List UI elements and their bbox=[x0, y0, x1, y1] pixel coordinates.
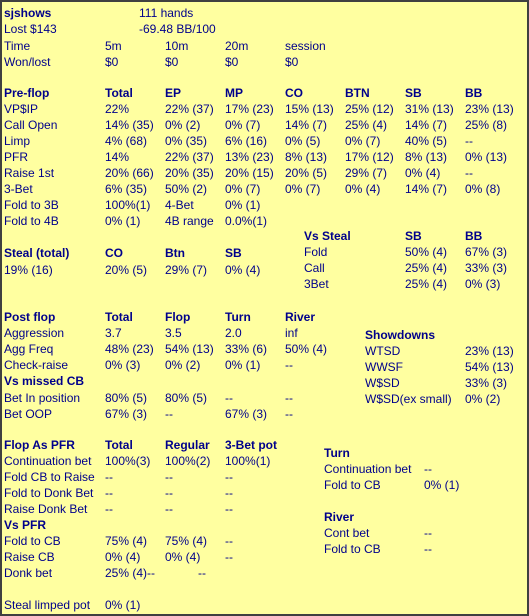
time-col-session: session bbox=[285, 39, 326, 53]
flop-pfr-cell: -- bbox=[105, 502, 113, 516]
preflop-cell: 13% (23) bbox=[225, 150, 274, 164]
preflop-cell: 20% (15) bbox=[225, 166, 274, 180]
preflop-cell: 20% (35) bbox=[165, 166, 214, 180]
bb-per-100: -69.48 BB/100 bbox=[139, 22, 216, 36]
flop-pfr-cell: -- bbox=[225, 470, 233, 484]
four-bet-range-value: 0.0%(1) bbox=[225, 214, 268, 228]
preflop-cell: 0% (7) bbox=[285, 182, 321, 196]
vs-steal-row-label: Call bbox=[304, 261, 325, 275]
preflop-cell: 0% (4) bbox=[405, 166, 441, 180]
preflop-cell: -- bbox=[465, 134, 473, 148]
preflop-cell: 0% (7) bbox=[225, 182, 261, 196]
hands-count: 111 hands bbox=[139, 6, 194, 20]
showdown-value: 23% (13) bbox=[465, 344, 514, 358]
flop-pfr-cell: -- bbox=[105, 486, 113, 500]
steal-col-co: CO bbox=[105, 246, 123, 260]
vs-missed-cell: -- bbox=[285, 407, 293, 421]
time-label: Time bbox=[4, 39, 31, 53]
preflop-col-co: CO bbox=[285, 86, 303, 100]
lost-amount: Lost $143 bbox=[4, 22, 57, 36]
preflop-cell: 0% (2) bbox=[165, 118, 201, 132]
vs-pfr-cell: -- bbox=[198, 566, 206, 580]
vs-pfr-cell: -- bbox=[225, 550, 233, 564]
preflop-cell: 8% (13) bbox=[405, 150, 448, 164]
turn-row-value: -- bbox=[424, 462, 432, 476]
river-row-value: -- bbox=[424, 542, 432, 556]
flop-pfr-col-total: Total bbox=[105, 438, 133, 452]
turn-row-label: Continuation bet bbox=[324, 462, 412, 476]
postflop-col-total: Total bbox=[105, 310, 133, 324]
four-bet-range-label: 4B range bbox=[165, 214, 214, 228]
preflop-cell: 22% bbox=[105, 102, 130, 116]
preflop-cell: 40% (5) bbox=[405, 134, 448, 148]
preflop-cell: 22% (37) bbox=[165, 102, 214, 116]
river-row-label: Fold to CB bbox=[324, 542, 381, 556]
flop-pfr-title: Flop As PFR bbox=[4, 438, 75, 452]
postflop-cell: 48% (23) bbox=[105, 342, 154, 356]
preflop-cell: 6% (35) bbox=[105, 182, 148, 196]
preflop-cell: 25% (8) bbox=[465, 118, 508, 132]
time-col-10m: 10m bbox=[165, 39, 189, 53]
turn-title: Turn bbox=[324, 446, 350, 460]
preflop-cell: 0% (7) bbox=[345, 134, 381, 148]
preflop-col-ep: EP bbox=[165, 86, 182, 100]
vs-missed-cell: 80% (5) bbox=[105, 391, 148, 405]
preflop-cell: -- bbox=[465, 166, 473, 180]
preflop-cell: 0% (5) bbox=[285, 134, 321, 148]
preflop-cell: 14% (7) bbox=[285, 118, 328, 132]
preflop-cell: 20% (5) bbox=[285, 166, 328, 180]
preflop-cell: 23% (13) bbox=[465, 102, 514, 116]
preflop-cell: 15% (13) bbox=[285, 102, 334, 116]
flop-pfr-cell: 100%(1) bbox=[225, 454, 271, 468]
player-name: sjshows bbox=[4, 6, 52, 20]
preflop-cell: 4% (68) bbox=[105, 134, 148, 148]
vs-missed-cell: 67% (3) bbox=[105, 407, 148, 421]
postflop-cell: -- bbox=[285, 358, 293, 372]
vs-pfr-cell: 0% (4) bbox=[105, 550, 141, 564]
showdown-label: WTSD bbox=[365, 344, 401, 358]
turn-row-label: Fold to CB bbox=[324, 478, 381, 492]
showdown-value: 0% (2) bbox=[465, 392, 501, 406]
showdown-label: W$SD bbox=[365, 376, 400, 390]
postflop-cell: 54% (13) bbox=[165, 342, 214, 356]
fold-to-4b-label: Fold to 4B bbox=[4, 214, 59, 228]
fold-to-4b-value: 0% (1) bbox=[105, 214, 141, 228]
preflop-cell: 6% (16) bbox=[225, 134, 268, 148]
showdown-label: W$SD(ex small) bbox=[365, 392, 452, 406]
vs-steal-cell: 25% (4) bbox=[405, 261, 448, 275]
postflop-title: Post flop bbox=[4, 310, 56, 324]
preflop-cell: 0% (35) bbox=[165, 134, 208, 148]
postflop-col-flop: Flop bbox=[165, 310, 191, 324]
steal-title: Steal (total) bbox=[4, 246, 70, 260]
flop-pfr-row-label: Fold CB to Raise bbox=[4, 470, 95, 484]
postflop-cell: 33% (6) bbox=[225, 342, 268, 356]
preflop-cell: 0% (13) bbox=[465, 150, 508, 164]
preflop-col-btn: BTN bbox=[345, 86, 370, 100]
preflop-row-label: VP$IP bbox=[4, 102, 39, 116]
preflop-col-total: Total bbox=[105, 86, 133, 100]
vs-missed-cell: 67% (3) bbox=[225, 407, 268, 421]
postflop-col-turn: Turn bbox=[225, 310, 251, 324]
preflop-row-label: PFR bbox=[4, 150, 28, 164]
flop-pfr-cell: -- bbox=[165, 486, 173, 500]
postflop-row-label: Agg Freq bbox=[4, 342, 54, 356]
preflop-title: Pre-flop bbox=[4, 86, 50, 100]
flop-pfr-cell: -- bbox=[165, 502, 173, 516]
vs-pfr-cell: 25% (4)-- bbox=[105, 566, 156, 580]
postflop-cell: 50% (4) bbox=[285, 342, 328, 356]
vs-missed-cb-title: Vs missed CB bbox=[4, 374, 85, 388]
preflop-row-label: 3-Bet bbox=[4, 182, 33, 196]
postflop-cell: 0% (2) bbox=[165, 358, 201, 372]
wonlost-session: $0 bbox=[285, 55, 299, 69]
time-col-5m: 5m bbox=[105, 39, 122, 53]
fold-to-3b-value: 100%(1) bbox=[105, 198, 151, 212]
flop-pfr-cell: -- bbox=[225, 502, 233, 516]
steal-total: 19% (16) bbox=[4, 263, 53, 277]
steal-col-btn: Btn bbox=[165, 246, 185, 260]
preflop-row-label: Call Open bbox=[4, 118, 58, 132]
preflop-cell: 25% (4) bbox=[345, 118, 388, 132]
preflop-row-label: Limp bbox=[4, 134, 31, 148]
preflop-cell: 17% (23) bbox=[225, 102, 274, 116]
wonlost-label: Won/lost bbox=[4, 55, 51, 69]
postflop-row-label: Check-raise bbox=[4, 358, 69, 372]
vs-pfr-cell: 75% (4) bbox=[165, 534, 208, 548]
postflop-cell: 0% (1) bbox=[225, 358, 261, 372]
vs-steal-cell: 25% (4) bbox=[405, 277, 448, 291]
postflop-cell: 0% (3) bbox=[105, 358, 141, 372]
flop-pfr-cell: -- bbox=[105, 470, 113, 484]
postflop-row-label: Aggression bbox=[4, 326, 65, 340]
postflop-cell: 2.0 bbox=[225, 326, 242, 340]
preflop-cell: 22% (37) bbox=[165, 150, 214, 164]
vs-steal-cell: 0% (3) bbox=[465, 277, 501, 291]
vs-steal-cell: 50% (4) bbox=[405, 245, 448, 259]
steal-limped-label: Steal limped pot bbox=[4, 598, 91, 612]
preflop-cell: 14% bbox=[105, 150, 130, 164]
preflop-cell: 8% (13) bbox=[285, 150, 328, 164]
steal-sb: 0% (4) bbox=[225, 263, 261, 277]
vs-missed-cell: -- bbox=[225, 391, 233, 405]
turn-row-value: 0% (1) bbox=[424, 478, 460, 492]
preflop-cell: 29% (7) bbox=[345, 166, 388, 180]
preflop-col-sb: SB bbox=[405, 86, 422, 100]
showdown-label: WWSF bbox=[365, 360, 403, 374]
preflop-cell: 14% (7) bbox=[405, 118, 448, 132]
preflop-cell: 14% (35) bbox=[105, 118, 154, 132]
flop-pfr-cell: 100%(2) bbox=[165, 454, 211, 468]
vs-steal-title: Vs Steal bbox=[304, 229, 351, 243]
vs-missed-cell: 80% (5) bbox=[165, 391, 208, 405]
vs-steal-row-label: 3Bet bbox=[304, 277, 329, 291]
vs-pfr-row-label: Raise CB bbox=[4, 550, 55, 564]
flop-pfr-cell: -- bbox=[225, 486, 233, 500]
vs-missed-cell: -- bbox=[285, 391, 293, 405]
vs-pfr-cell: 75% (4) bbox=[105, 534, 148, 548]
preflop-cell: 31% (13) bbox=[405, 102, 454, 116]
postflop-cell: 3.5 bbox=[165, 326, 182, 340]
steal-btn: 29% (7) bbox=[165, 263, 208, 277]
flop-pfr-row-label: Continuation bet bbox=[4, 454, 92, 468]
flop-pfr-cell: -- bbox=[165, 470, 173, 484]
river-row-value: -- bbox=[424, 526, 432, 540]
showdown-value: 33% (3) bbox=[465, 376, 508, 390]
preflop-cell: 17% (12) bbox=[345, 150, 394, 164]
preflop-cell: 0% (8) bbox=[465, 182, 501, 196]
vs-steal-col-bb: BB bbox=[465, 229, 483, 243]
preflop-row-label: Raise 1st bbox=[4, 166, 55, 180]
flop-pfr-cell: 100%(3) bbox=[105, 454, 151, 468]
preflop-cell: 50% (2) bbox=[165, 182, 208, 196]
steal-col-sb: SB bbox=[225, 246, 242, 260]
vs-steal-col-sb: SB bbox=[405, 229, 422, 243]
flop-pfr-row-label: Fold to Donk Bet bbox=[4, 486, 94, 500]
flop-pfr-col-regular: Regular bbox=[165, 438, 210, 452]
four-bet-value: 0% (1) bbox=[225, 198, 261, 212]
preflop-cell: 25% (12) bbox=[345, 102, 394, 116]
preflop-cell: 0% (4) bbox=[345, 182, 381, 196]
wonlost-20m: $0 bbox=[225, 55, 239, 69]
postflop-cell: inf bbox=[285, 326, 298, 340]
postflop-col-river: River bbox=[285, 310, 316, 324]
steal-co: 20% (5) bbox=[105, 263, 148, 277]
vs-steal-cell: 67% (3) bbox=[465, 245, 508, 259]
wonlost-10m: $0 bbox=[165, 55, 179, 69]
flop-pfr-row-label: Raise Donk Bet bbox=[4, 502, 88, 516]
time-col-20m: 20m bbox=[225, 39, 249, 53]
vs-pfr-cell: 0% (4) bbox=[165, 550, 201, 564]
postflop-cell: 3.7 bbox=[105, 326, 122, 340]
vs-missed-row-label: Bet OOP bbox=[4, 407, 53, 421]
vs-pfr-row-label: Fold to CB bbox=[4, 534, 61, 548]
vs-steal-row-label: Fold bbox=[304, 245, 328, 259]
four-bet-label: 4-Bet bbox=[165, 198, 194, 212]
vs-pfr-cell: -- bbox=[225, 534, 233, 548]
vs-missed-row-label: Bet In position bbox=[4, 391, 81, 405]
preflop-cell: 14% (7) bbox=[405, 182, 448, 196]
river-title: River bbox=[324, 510, 355, 524]
wonlost-5m: $0 bbox=[105, 55, 119, 69]
showdowns-title: Showdowns bbox=[365, 328, 435, 342]
preflop-col-bb: BB bbox=[465, 86, 483, 100]
river-row-label: Cont bet bbox=[324, 526, 370, 540]
showdown-value: 54% (13) bbox=[465, 360, 514, 374]
vs-pfr-row-label: Donk bet bbox=[4, 566, 53, 580]
vs-steal-cell: 33% (3) bbox=[465, 261, 508, 275]
fold-to-3b-label: Fold to 3B bbox=[4, 198, 59, 212]
flop-pfr-col-3bet: 3-Bet pot bbox=[225, 438, 277, 452]
vs-missed-cell: -- bbox=[165, 407, 173, 421]
preflop-cell: 20% (66) bbox=[105, 166, 154, 180]
vs-pfr-title: Vs PFR bbox=[4, 518, 47, 532]
preflop-cell: 0% (7) bbox=[225, 118, 261, 132]
steal-limped-value: 0% (1) bbox=[105, 598, 141, 612]
preflop-col-mp: MP bbox=[225, 86, 243, 100]
